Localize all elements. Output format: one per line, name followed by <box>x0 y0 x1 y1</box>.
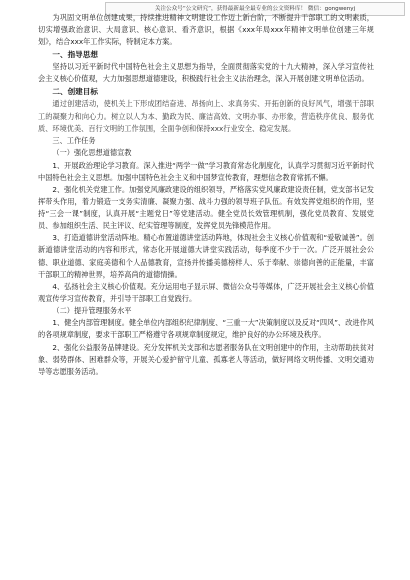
paragraph: 为巩固文明单位创建成果，持续推进精神文明建设工作迈上新台阶，不断提升干部职工的文明素质，切实增强政治意识、大局意识、核心意识、看齐意识，根据《xxx年局xxx年精神文明单位创建三年规划》，结合xxx年工作实际，特制定本方案。 <box>38 13 374 47</box>
paragraph: 2、强化公益服务品牌建设。充分发挥机关支部和志愿者服务队在文明创建中的作用，主动帮助扶贫对象、弱势群体、困难群众等，开展关心爱护留守儿童、孤寡老人等活动，做好网络文明传播、文明交通劝导等志愿服务活动。 <box>38 342 374 376</box>
paragraph: 坚持以习近平新时代中国特色社会主义思想为指导，全面贯彻落实党的十九大精神，深入学习宣传社会主义核心价值观，大力加强思想道德建设，积极践行社会主义法治理念，深入开展创建文明单位活动。 <box>38 62 374 84</box>
section-heading: （二）提升管理服务水平 <box>52 305 132 315</box>
section-heading: 三、工作任务 <box>52 135 96 145</box>
section-heading: 一、指导思想 <box>52 50 98 60</box>
section-heading: 二、创建目标 <box>52 87 98 97</box>
paragraph: 2、强化机关党建工作。加强党风廉政建设的组织领导，严格落实党风廉政建设责任制，党支部书记发挥带头作用，着力锻造一支务实清廉、凝聚力强、战斗力强的领导班子队伍。有效发挥党组织的作用，坚持“三会一课”制度，认真开展“主题党日”等党建活动。健全党员长效管理机制，强化党员教育、发展党员、参加组织生活、民主评议、纪实管理等制度，发挥党员先锋模范作用。 <box>38 184 374 231</box>
section-heading: （一）强化思想道德宣教 <box>52 148 132 158</box>
document-body <box>38 12 374 378</box>
paragraph: 通过创建活动，使机关上下形成团结奋进、昂扬向上、求真务实、开拓创新的良好风气，增强干部职工的凝聚力和向心力。树立以人为本、勤政为民、廉洁高效、文明办事、办形象，营造秩序优良、服务优质、环境优美、百行文明的工作氛围，全面争创和保持xxx行业安全、稳定发展。 <box>38 99 374 133</box>
paragraph: 1、健全内部管理制度。健全单位内部组织纪律制度、“三重一大”决策制度以及反对“四风”、改进作风的各项规章制度，要求干部职工严格遵守各项规章制度规定，维护良好的办公环境及秩序。 <box>38 318 374 340</box>
watermark-notice: 关注公众号“公文研究”，获得最新最全最专业的公文资料库！ 微信：gongwenyj <box>105 2 405 16</box>
paragraph: 1、开展政治理论学习教育。深入推进“两学一做”学习教育常态化制度化，认真学习贯彻习近平新时代中国特色社会主义思想。加强中国特色社会主义和中国梦宣传教育，理想信念教育常抓不懈。 <box>38 160 374 182</box>
paragraph: 4、弘扬社会主义核心价值观。充分运用电子显示屏、微信公众号等媒体，广泛开展社会主义核心价值观宣传学习宣传教育，并引导干部职工自觉践行。 <box>38 281 374 303</box>
paragraph: 3、打造道德讲堂活动阵地。精心布置道德讲堂活动阵地，体现社会主义核心价值观和“爱敬诚善”。创新道德讲堂活动的内容和形式，常态化开展道德大讲堂实践活动，每季度不少于一次。广泛开展社会公德、职业道德、家庭美德和个人品德教育，宣扬并传播美德榜样人、乐于奉献、崇德向善的正能量，丰富干部职工的精神世界，培养高尚的道德情操。 <box>38 233 374 279</box>
